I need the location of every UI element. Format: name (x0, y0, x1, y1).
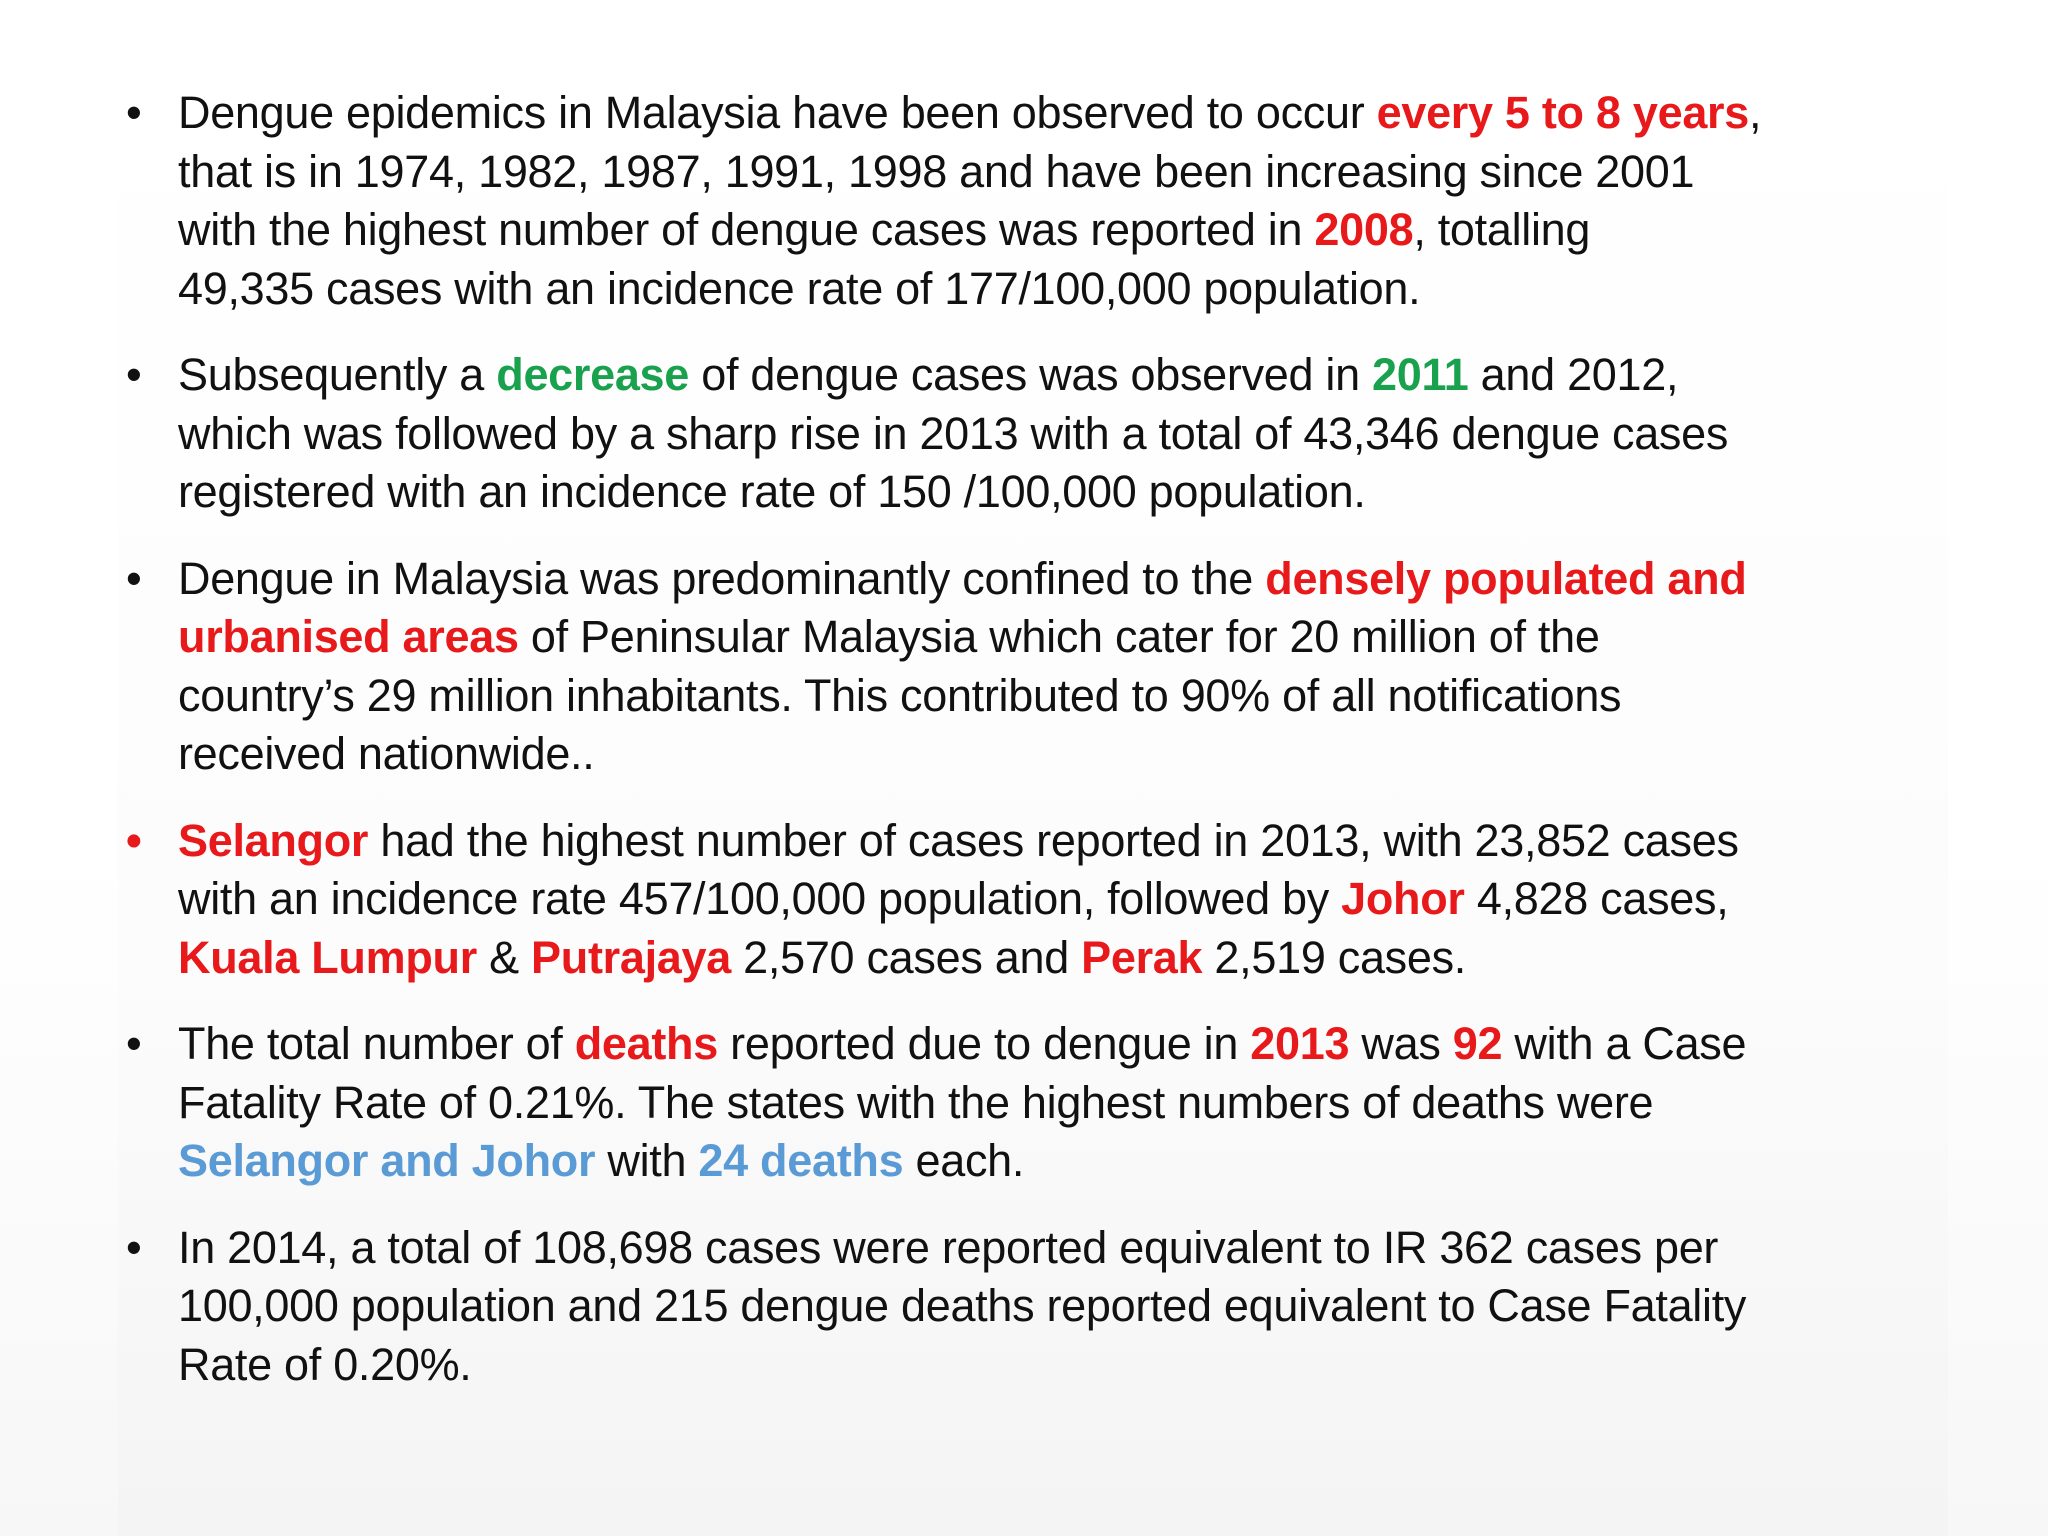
bullet-line (178, 870, 1948, 929)
bullet-line (178, 84, 1948, 143)
highlight-text: Selangor (178, 814, 369, 866)
body-text: 100,000 population and 215 dengue deaths reported equivalent to Case Fatality (178, 1280, 1747, 1331)
body-text: Dengue epidemics in Malaysia have been observed to occur (178, 87, 1377, 138)
bullet-item (118, 1015, 1948, 1191)
highlight-text: 2011 (1372, 349, 1469, 400)
bullet-line (178, 1074, 1948, 1133)
highlight-text: Perak (1081, 931, 1203, 983)
bullet-item (118, 812, 1948, 988)
bullet-line (178, 550, 1948, 609)
bullet-line (178, 463, 1948, 522)
body-text: 2,570 cases and (730, 931, 1082, 983)
body-text: with (595, 1135, 699, 1186)
bullet-line (178, 1219, 1948, 1278)
bullet-item (118, 84, 1948, 318)
body-text: In 2014, a total of 108,698 cases were reported equivalent to IR 362 cases per (178, 1221, 1719, 1273)
body-text: Rate of 0.20%. (178, 1338, 472, 1390)
bullet-dot-icon: • (126, 349, 142, 400)
bullet-line (178, 812, 1948, 871)
body-text: with the highest number of dengue cases was reported in (178, 204, 1315, 255)
bullet-line (178, 725, 1948, 784)
bullet-line (178, 201, 1948, 260)
body-text: 2,519 cases. (1202, 931, 1467, 983)
body-text: and 2012, (1468, 349, 1679, 400)
bullet-line (178, 405, 1948, 464)
body-text: Subsequently a (178, 349, 497, 400)
body-text: of dengue cases was observed in (689, 349, 1373, 400)
highlight-text: densely populated and (1265, 552, 1747, 604)
highlight-text: Kuala Lumpur (178, 931, 477, 983)
bullet-dot-icon: • (126, 87, 142, 138)
body-text: Dengue in Malaysia was predominantly confined to the (178, 552, 1266, 604)
body-text: , (1749, 87, 1762, 138)
highlight-text: deaths (574, 1018, 718, 1069)
bullet-dot-icon: • (126, 814, 142, 866)
body-text: reported due to dengue in (717, 1018, 1251, 1069)
highlight-text: 2013 (1250, 1018, 1350, 1069)
body-text: country’s 29 million inhabitants. This contributed to 90% of all notifications (178, 669, 1622, 721)
bullet-line (178, 1015, 1948, 1074)
body-text: had the highest number of cases reported in 2013, with 23,852 cases (368, 814, 1739, 866)
highlight-text: 24 deaths (698, 1135, 904, 1186)
bullet-dot-icon: • (126, 1018, 142, 1069)
bullet-dot-icon: • (126, 1221, 142, 1273)
bullet-list (118, 84, 1948, 1422)
bullet-line (178, 260, 1948, 319)
bullet-item (118, 346, 1948, 522)
body-text: was (1349, 1018, 1453, 1069)
highlight-text: Johor (1341, 873, 1465, 924)
body-text: which was followed by a sharp rise in 2013 with a total of 43,346 dengue cases (178, 407, 1729, 459)
highlight-text: Selangor and Johor (178, 1135, 596, 1186)
body-text: The total number of (178, 1018, 575, 1069)
highlight-text: 2008 (1314, 204, 1414, 255)
highlight-text: 92 (1452, 1018, 1503, 1069)
body-text: that is in 1974, 1982, 1987, 1991, 1998 and have been increasing since 2001 (178, 145, 1695, 197)
body-text: & (476, 931, 532, 983)
highlight-text: every 5 to 8 years (1376, 87, 1749, 138)
body-text: each. (903, 1135, 1025, 1186)
body-text: registered with an incidence rate of 150 /100,000 population. (178, 466, 1366, 517)
bullet-item (118, 550, 1948, 784)
bullet-line (178, 667, 1948, 726)
bullet-line (178, 929, 1948, 988)
body-text: 49,335 cases with an incidence rate of 177/100,000 population. (178, 262, 1421, 314)
bullet-line (178, 1336, 1948, 1395)
bullet-item (118, 1219, 1948, 1395)
bullet-line (178, 1132, 1948, 1191)
body-text: Fatality Rate of 0.21%. The states with the highest numbers of deaths were (178, 1076, 1654, 1128)
body-text: of Peninsular Malaysia which cater for 20 million of the (518, 611, 1600, 662)
bullet-line (178, 346, 1948, 405)
body-text: 4,828 cases, (1464, 873, 1729, 924)
body-text: with an incidence rate 457/100,000 population, followed by (178, 873, 1342, 924)
highlight-text: decrease (496, 349, 690, 400)
highlight-text: Putrajaya (531, 931, 731, 983)
bullet-line (178, 608, 1948, 667)
bullet-dot-icon: • (126, 552, 142, 604)
body-text: , totalling (1413, 204, 1591, 255)
highlight-text: urbanised areas (178, 611, 519, 662)
bullet-line (178, 143, 1948, 202)
body-text: with a Case (1502, 1018, 1747, 1069)
body-text: received nationwide.. (178, 728, 595, 779)
bullet-line (178, 1277, 1948, 1336)
